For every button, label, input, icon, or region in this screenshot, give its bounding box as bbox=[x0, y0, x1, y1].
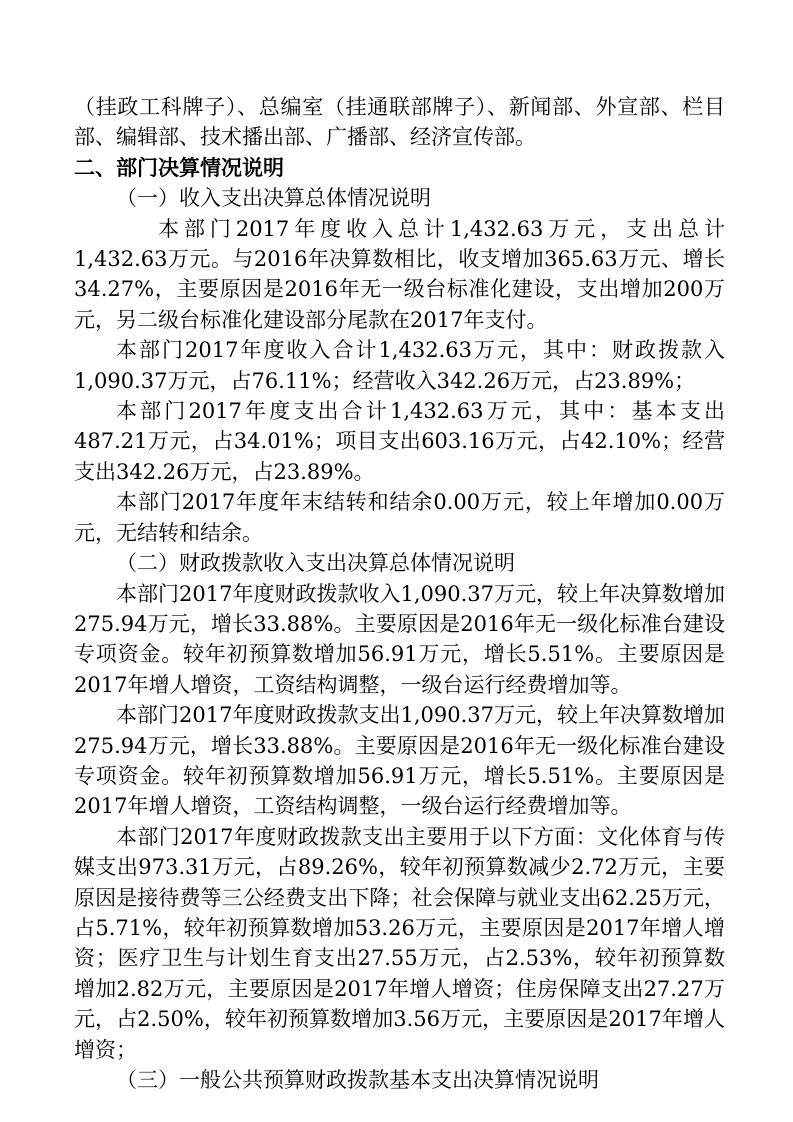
paragraph-income-expense-total: 本部门2017年度收入总计1,432.63万元，支出总计1,432.63万元。与2016年决算数相比，收支增加365.63万元、增长34.27%，主要原因是2016年无一级台标准化建设，支出增加200万元，另二级台标准化建设部分尾款在2017年支付。 bbox=[74, 216, 725, 332]
document-body bbox=[74, 92, 725, 1095]
paragraph-expense-breakdown: 本部门2017年度支出合计1,432.63万元，其中：基本支出487.21万元，占34.01%；项目支出603.16万元，占42.10%；经营支出342.26万元，占23.89%。 bbox=[74, 399, 725, 484]
paragraph-fiscal-expense-uses: 本部门2017年度财政拨款支出主要用于以下方面：文化体育与传媒支出973.31万元，占89.26%，较年初预算数减少2.72万元，主要原因是接待费等三公经费支出下降；社会保障与就业支出62.25万元，占5.71%，较年初预算数增加53.26万元，主要原因是2017年增人增资；医疗卫生与计划生育支出27.55万元，占2.53%，较年初预算数增加2.82万元，主要原因是2017年增人增资；住房保障支出27.27万元，占2.50%，较年初预算数增加3.56万元，主要原因是2017年增人增资； bbox=[74, 824, 725, 1062]
section-heading: 二、部门决算情况说明 bbox=[74, 155, 284, 180]
paragraph-fiscal-income: 本部门2017年度财政拨款收入1,090.37万元，较上年决算数增加275.94万元，增长33.88%。主要原因是2016年无一级化标准台建设专项资金。较年初预算数增加56.91万元，增长5.51%。主要原因是2017年增人增资，工资结构调整，一级台运行经费增加等。 bbox=[74, 581, 725, 697]
paragraph-fiscal-expense: 本部门2017年度财政拨款支出1,090.37万元，较上年决算数增加275.94万元，增长33.88%。主要原因是2016年无一级化标准台建设专项资金。较年初预算数增加56.91万元，增长5.51%。主要原因是2017年增人增资，工资结构调整，一级台运行经费增加等。 bbox=[74, 703, 725, 819]
continued-paragraph: （挂政工科牌子）、总编室（挂通联部牌子）、新闻部、外宣部、栏目部、编辑部、技术播出部、广播部、经济宣传部。 bbox=[74, 95, 725, 150]
subsection-3-title: （三）一般公共预算财政拨款基本支出决算情况说明 bbox=[116, 1068, 599, 1092]
paragraph-year-end-balance: 本部门2017年度年末结转和结余0.00万元，较上年增加0.00万元，无结转和结余。 bbox=[74, 490, 725, 545]
paragraph-income-breakdown: 本部门2017年度收入合计1,432.63万元，其中：财政拨款入1,090.37万元，占76.11%；经营收入342.26万元，占23.89%； bbox=[74, 338, 725, 393]
subsection-2-title: （二）财政拨款收入支出决算总体情况说明 bbox=[116, 551, 515, 576]
subsection-1-title: （一）收入支出决算总体情况说明 bbox=[116, 186, 431, 211]
